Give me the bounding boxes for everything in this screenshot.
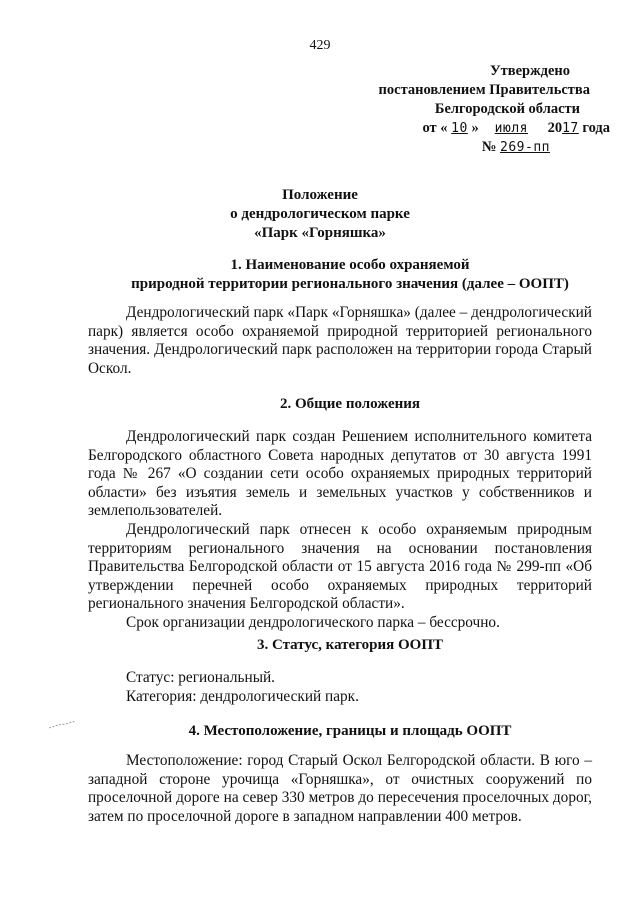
section-1-heading-line-1: 1. Наименование особо охраняемой — [230, 257, 470, 273]
section-4-body — [88, 752, 592, 826]
section-3-body — [88, 669, 592, 706]
date-prefix: от « — [422, 120, 448, 136]
approval-number — [360, 138, 610, 157]
approval-date — [360, 119, 610, 138]
paragraph: Дендрологический парк «Парк «Горняшка» (далее – дендрологический парк) является особо охраняемой природной территорией регионального значения. Дендрологический парк расположен на территории города Старый Оскол. — [88, 304, 592, 377]
document-title — [120, 186, 520, 243]
date-year-suffix: 17 — [562, 121, 579, 136]
paragraph: Категория: дендрологический парк. — [126, 687, 359, 705]
approval-line-1: Утверждено — [490, 63, 570, 79]
paragraph: Срок организации дендрологического парка – бессрочно. — [126, 613, 500, 631]
date-mid: » — [471, 120, 479, 136]
paragraph: Дендрологический парк отнесен к особо охраняемым природным территориям регионального значения на основании постановления Правительства Белгородской области от 15 августа 2016 года № 299-пп «Об утверждении перечней особо охраняемых природных территорий регионального значения Белгородской области». — [88, 520, 592, 613]
paragraph: Статус: региональный. — [126, 669, 276, 686]
date-suffix: года — [582, 120, 610, 136]
approval-stamp — [360, 62, 610, 157]
paragraph: Местоположение: город Старый Оскол Белгородской области. В юго – западной стороне урочища «Горняшка», от очистных сооружений по проселочной дороге на север 330 метров до пересечения проселочных дорог, затем по проселочной дороге в западном направлении 400 метров. — [88, 752, 592, 825]
title-line-2: о дендрологическом парке — [230, 206, 410, 222]
title-line-1: Положение — [282, 187, 358, 203]
section-2-heading: 2. Общие положения — [279, 396, 421, 412]
date-day: 10 — [451, 121, 468, 136]
title-line-3: «Парк «Горняшка» — [254, 225, 386, 241]
section-1-heading — [110, 256, 590, 294]
date-year-prefix: 20 — [547, 120, 563, 136]
section-4-heading: 4. Местоположение, границы и площадь ООПТ — [188, 723, 512, 739]
number-prefix: № — [481, 139, 497, 155]
number-value: 269-пп — [500, 140, 550, 155]
section-1-heading-line-2: природной территории регионального значения (далее – ООПТ) — [131, 276, 569, 292]
approval-line-3: Белгородской области — [434, 101, 580, 117]
approval-line-2: постановлением Правительства — [378, 82, 590, 98]
section-1-body — [88, 304, 592, 378]
paragraph: Дендрологический парк создан Решением исполнительного комитета Белгородского областного Совета народных депутатов от 30 августа 1991 года № 267 «О создании сети особо охраняемых природных территорий области» без изъятия земель и земельных участков у собственников и землепользователей. — [88, 428, 592, 520]
section-3-heading: 3. Статус, категория ООПТ — [256, 637, 443, 653]
section-2-body — [88, 428, 592, 633]
scan-mark — [48, 720, 78, 730]
page-number: 429 — [309, 38, 331, 53]
date-month: июля — [494, 121, 528, 136]
